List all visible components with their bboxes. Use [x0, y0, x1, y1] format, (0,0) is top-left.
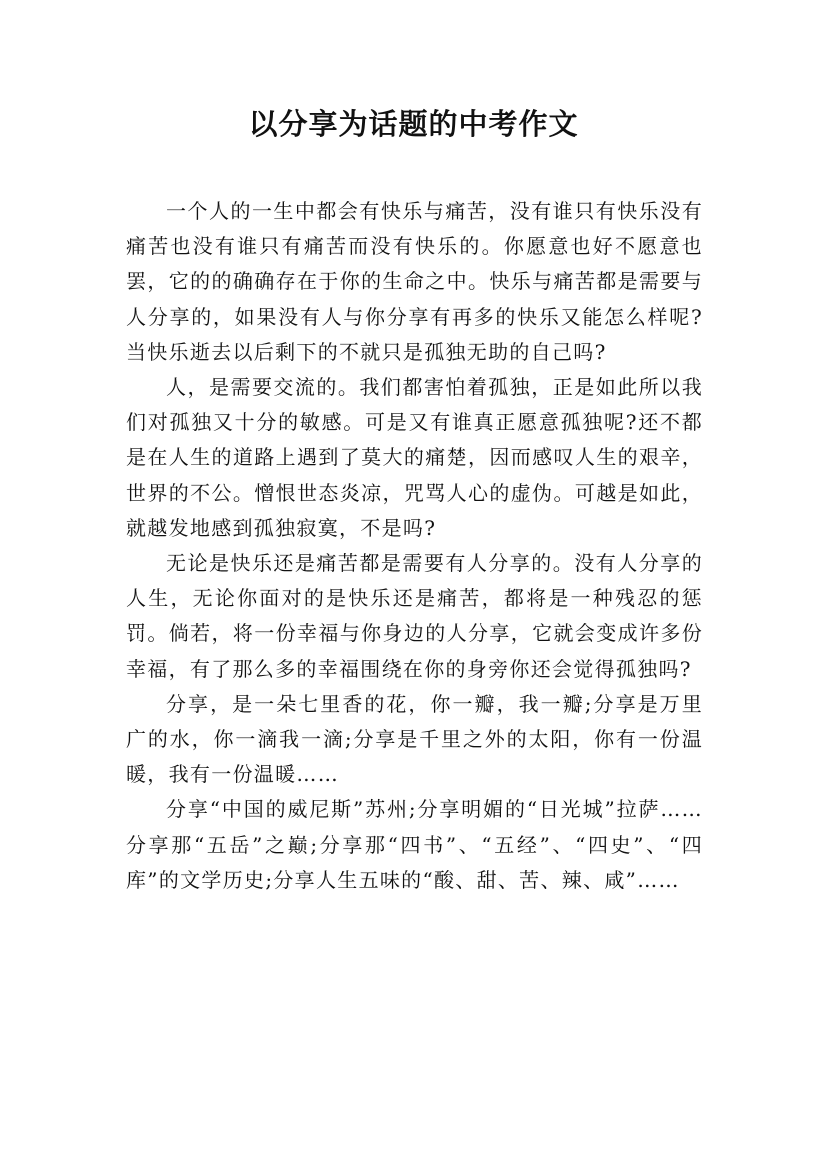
- paragraph-4: 分享，是一朵七里香的花，你一瓣，我一瓣;分享是万里广的水，你一滴我一滴;分享是千里之外的太阳，你有一份温暖，我有一份温暖……: [126, 691, 703, 787]
- paragraph-1: 一个人的一生中都会有快乐与痛苦，没有谁只有快乐没有痛苦也没有谁只有痛苦而没有快乐的。你愿意也好不愿意也罢，它的的确确存在于你的生命之中。快乐与痛苦都是需要与人分享的，如果没有人与你分享有再多的快乐又能怎么样呢?当快乐逝去以后剩下的不就只是孤独无助的自己吗?: [126, 199, 703, 364]
- paragraph-2: 人，是需要交流的。我们都害怕着孤独，正是如此所以我们对孤独又十分的敏感。可是又有谁真正愿意孤独呢?还不都是在人生的道路上遇到了莫大的痛楚，因而感叹人生的艰辛，世界的不公。憎恨世态炎凉，咒骂人心的虚伪。可越是如此，就越发地感到孤独寂寞，不是吗?: [126, 375, 703, 540]
- document-title: 以分享为话题的中考作文: [248, 107, 579, 141]
- paragraph-3: 无论是快乐还是痛苦都是需要有人分享的。没有人分享的人生，无论你面对的是快乐还是痛苦，都将是一种残忍的惩罚。倘若，将一份幸福与你身边的人分享，它就会变成许多份幸福，有了那么多的幸福围绕在你的身旁你还会觉得孤独吗?: [126, 551, 703, 681]
- document-body: [126, 194, 703, 898]
- paragraph-5: 分享“中国的威尼斯”苏州;分享明媚的“日光城”拉萨……分享那“五岳”之巅;分享那“四书”、“五经”、“四史”、“四库”的文学历史;分享人生五味的“酸、甜、苦、辣、咸”……: [126, 797, 703, 892]
